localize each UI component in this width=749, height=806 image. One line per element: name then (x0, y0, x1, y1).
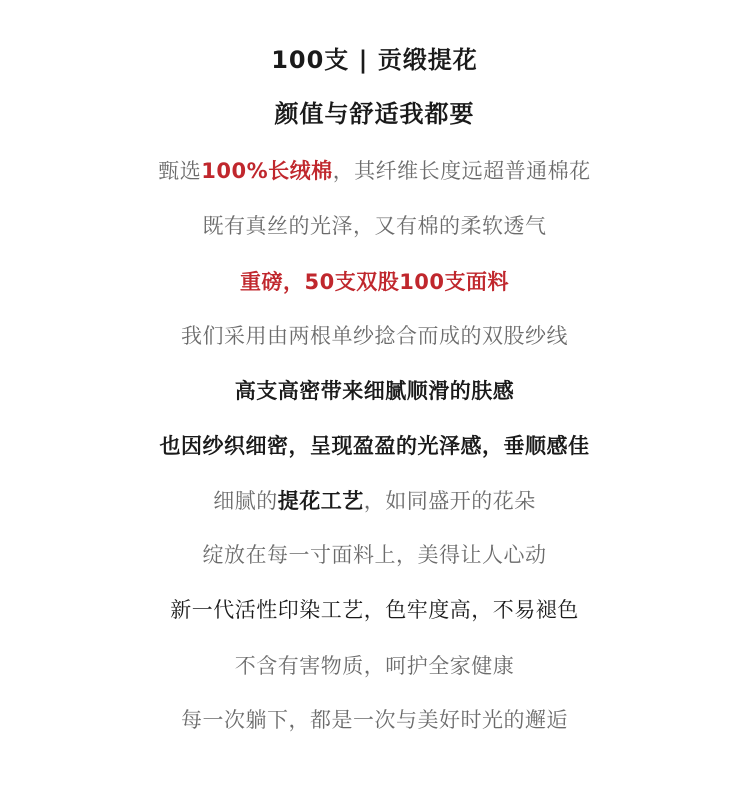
highlight-jacquard-craft: 提花工艺 (277, 489, 364, 513)
desc-line-cotton-suffix: ，其纤维长度远超普通棉花 (332, 159, 591, 183)
highlight-long-staple-cotton: 100%长绒棉 (201, 159, 333, 183)
desc-line-jacquard (0, 486, 749, 516)
desc-line-jacquard-prefix: 细腻的 (213, 489, 278, 513)
section-subtitle: 颜值与舒适我都要 (274, 100, 475, 128)
desc-line-encounter: 每一次躺下，都是一次与美好时光的邂逅 (181, 708, 568, 732)
highlight-heavyweight-fabric: 重磅，50支双股100支面料 (239, 270, 510, 294)
desc-line-cotton (0, 156, 749, 186)
section-title: 100支 | 贡缎提花 (271, 46, 478, 74)
desc-line-silk-luster: 既有真丝的光泽，又有棉的柔软透气 (202, 214, 547, 238)
desc-line-dyeing: 新一代活性印染工艺，色牢度高，不易褪色 (170, 598, 579, 622)
desc-line-safe: 不含有害物质，呵护全家健康 (234, 654, 515, 678)
desc-line-jacquard-suffix: ，如同盛开的花朵 (363, 489, 536, 513)
desc-line-luster-drape: 也因纱织细密，呈现盈盈的光泽感，垂顺感佳 (159, 434, 590, 458)
desc-line-bloom: 绽放在每一寸面料上，美得让人心动 (202, 543, 547, 567)
desc-line-double-ply-yarn: 我们采用由两根单纱捻合而成的双股纱线 (181, 324, 568, 348)
desc-line-cotton-prefix: 甄选 (158, 159, 202, 183)
desc-line-smooth-feel: 高支高密带来细腻顺滑的肤感 (234, 379, 515, 403)
